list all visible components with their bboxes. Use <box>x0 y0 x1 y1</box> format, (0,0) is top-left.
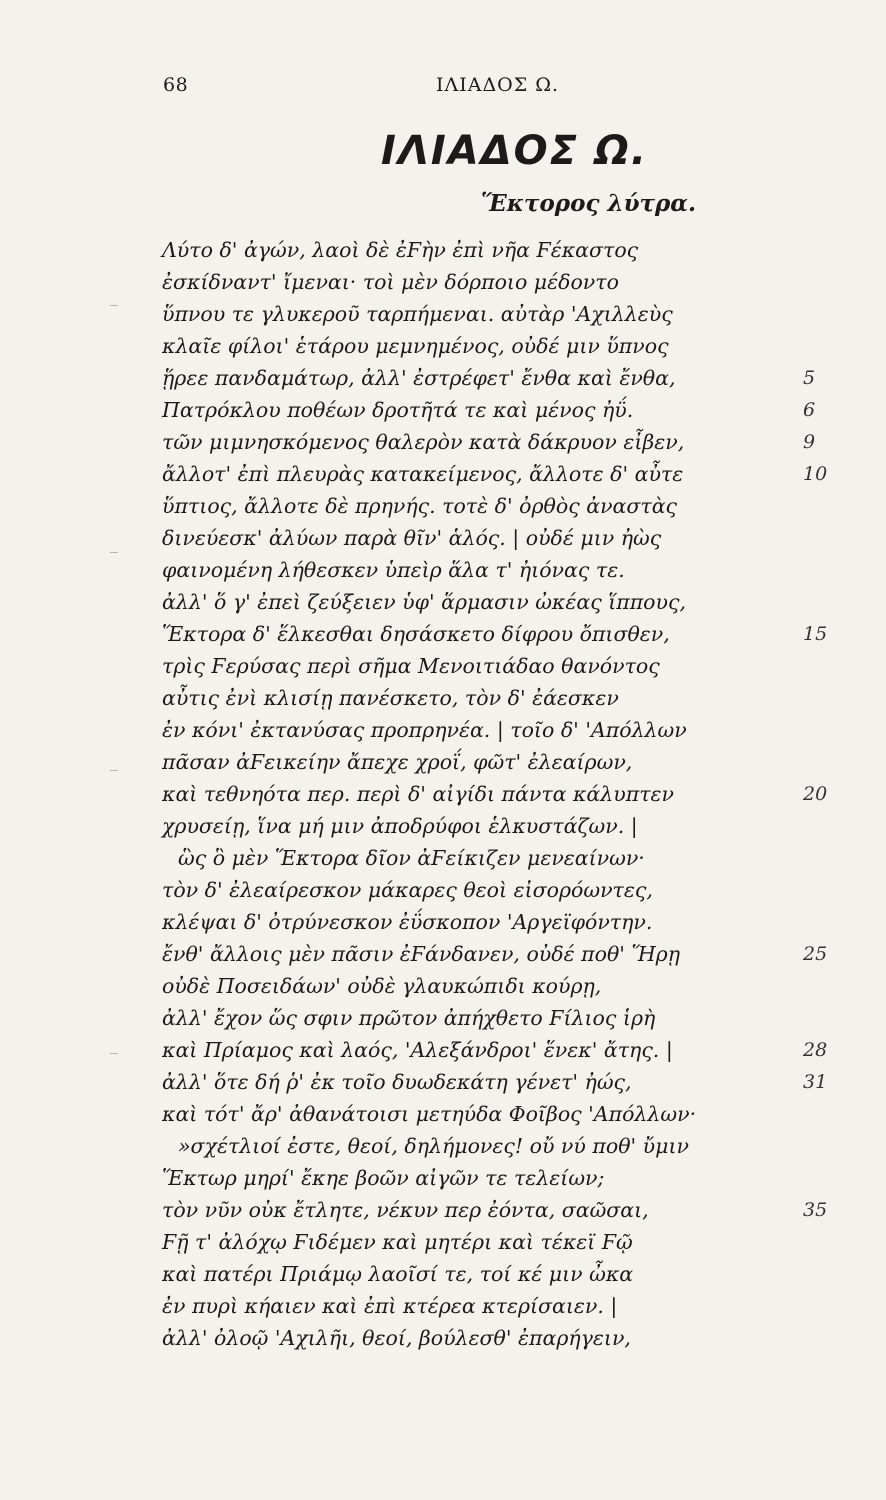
line-number: 9 <box>803 431 816 453</box>
verse-line: ὣς ὃ μὲν Ἕκτορα δῖον ἀϜείκιζεν μενεαίνων· <box>178 846 645 870</box>
verse-line: τὸν δ' ἐλεαίρεσκον μάκαρες θεοὶ εἰσορόωντες, <box>162 878 653 902</box>
verse-line: ἐν κόνι' ἐκτανύσας προπρηνέα. | τοῖο δ' 'Απόλλων <box>162 718 687 742</box>
verse-line: καὶ πατέρι Πριάμῳ λαοῖσί τε, τοί κέ μιν ὦκα <box>162 1262 634 1286</box>
verse-line: τὸν νῦν οὐκ ἔτλητε, νέκυν περ ἐόντα, σαῶσαι, <box>162 1198 649 1222</box>
line-number: 31 <box>803 1071 828 1093</box>
verse-line: κλαῖε φίλοι' ἑτάρου μεμνημένος, οὐδέ μιν ὕπνος <box>162 334 669 358</box>
line-number: 20 <box>803 783 828 805</box>
verse-block <box>162 234 722 1354</box>
line-number: 28 <box>803 1039 828 1061</box>
line-number: 10 <box>803 463 828 485</box>
verse-line: ὕπνου τε γλυκεροῦ ταρπήμεναι. αὐτὰρ 'Αχιλλεὺς <box>162 302 673 326</box>
verse-line: καὶ Πρίαμος καὶ λαός, 'Αλεξάνδροι' ἕνεκ' ἄτης. | <box>162 1038 673 1062</box>
verse-line: »σχέτλιοί ἐστε, θεοί, δηλήμονες! οὔ νύ ποθ' ὔμιν <box>178 1134 689 1158</box>
margin-mark <box>110 305 118 306</box>
verse-line: οὐδὲ Ποσειδάων' οὐδὲ γλαυκώπιδι κούρῃ, <box>162 974 602 998</box>
verse-line: καὶ τεθνηότα περ. περὶ δ' αἰγίδι πάντα κάλυπτεν <box>162 782 675 806</box>
line-number: 5 <box>803 367 816 389</box>
line-number: 6 <box>803 399 816 421</box>
verse-line: φαινομένη λήθεσκεν ὑπεὶρ ἅλα τ' ἠιόνας τε. <box>162 558 625 582</box>
verse-line: ᾕρεε πανδαμάτωρ, ἀλλ' ἐστρέφετ' ἔνθα καὶ ἔνθα, <box>162 366 676 390</box>
verse-line: ἀλλ' ἔχον ὥς σφιν πρῶτον ἀπήχθετο Ϝίλιος ἱρὴ <box>162 1006 656 1030</box>
verse-line: ἐσκίδναντ' ἴμεναι· τοὶ μὲν δόρποιο μέδοντο <box>162 270 619 294</box>
verse-line: Πατρόκλου ποθέων δροτῆτά τε καὶ μένος ἠΰ. <box>162 398 634 422</box>
line-number: 35 <box>803 1199 828 1221</box>
verse-line: ἀλλ' ὅ γ' ἐπεὶ ζεύξειεν ὑφ' ἅρμασιν ὠκέας ἵππους, <box>162 590 686 614</box>
verse-line: Λύτο δ' ἀγών, λαοὶ δὲ ἐϜὴν ἐπὶ νῆα Ϝέκαστος <box>162 238 639 262</box>
verse-line: δινεύεσκ' ἀλύων παρὰ θῖν' ἁλός. | οὐδέ μιν ἠὼς <box>162 526 662 550</box>
line-number: 15 <box>803 623 828 645</box>
verse-line: τῶν μιμνησκόμενος θαλερὸν κατὰ δάκρυον εἶβεν, <box>162 430 685 454</box>
verse-line: κλέψαι δ' ὀτρύνεσκον ἐΰσκοπον 'Αργεϊφόντην. <box>162 910 653 934</box>
verse-line: ἄλλοτ' ἐπὶ πλευρὰς κατακείμενος, ἄλλοτε δ' αὖτε <box>162 462 684 486</box>
verse-line: ἀλλ' ὀλοῷ 'Αχιλῆι, θεοί, βούλεσθ' ἐπαρήγειν, <box>162 1326 631 1350</box>
verse-line: αὖτις ἐνὶ κλισίῃ πανέσκετο, τὸν δ' ἐάεσκεν <box>162 686 619 710</box>
verse-line: ἐν πυρὶ κήαιεν καὶ ἐπὶ κτέρεα κτερίσαιεν. | <box>162 1294 618 1318</box>
running-head: ΙΛΙΑΔΟΣ Ω. <box>436 74 560 96</box>
verse-line: χρυσείῃ, ἵνα μή μιν ἀποδρύφοι ἑλκυστάζων. | <box>162 814 638 838</box>
verse-line: καὶ τότ' ἄρ' ἀθανάτοισι μετηύδα Φοῖβος 'Απόλλων· <box>162 1102 697 1126</box>
verse-line: πᾶσαν ἀϜεικείην ἄπεχε χροΐ, φῶτ' ἐλεαίρων, <box>162 750 633 774</box>
page-number: 68 <box>163 74 189 96</box>
verse-line: Ἕκτορα δ' ἕλκεσθαι δησάσκετο δίφρου ὄπισθεν, <box>162 622 670 646</box>
margin-mark <box>110 1053 118 1054</box>
verse-line: ἔνθ' ἄλλοις μὲν πᾶσιν ἐϜάνδανεν, οὐδέ ποθ' Ἥρῃ <box>162 942 681 966</box>
line-number: 25 <box>803 943 828 965</box>
verse-line: ἀλλ' ὅτε δή ῥ' ἐκ τοῖο δυωδεκάτη γένετ' ἠώς, <box>162 1070 632 1094</box>
verse-line: Ϝῇ τ' ἀλόχῳ Ϝιδέμεν καὶ μητέρι καὶ τέκεϊ Ϝῷ <box>162 1230 633 1254</box>
verse-line: ὕπτιος, ἄλλοτε δὲ πρηνής. τοτὲ δ' ὀρθὸς ἀναστὰς <box>162 494 678 518</box>
verse-line: Ἕκτωρ μηρί' ἔκηε βοῶν αἰγῶν τε τελείων; <box>162 1166 605 1190</box>
margin-mark <box>110 552 118 553</box>
chapter-title: ΙΛΙΑΔΟΣ Ω. <box>381 128 649 174</box>
chapter-subtitle: Ἕκτορος λύτρα. <box>481 190 697 217</box>
verse-line: τρὶς Ϝερύσας περὶ σῆμα Μενοιτιάδαο θανόντος <box>162 654 660 678</box>
margin-mark <box>110 770 118 771</box>
